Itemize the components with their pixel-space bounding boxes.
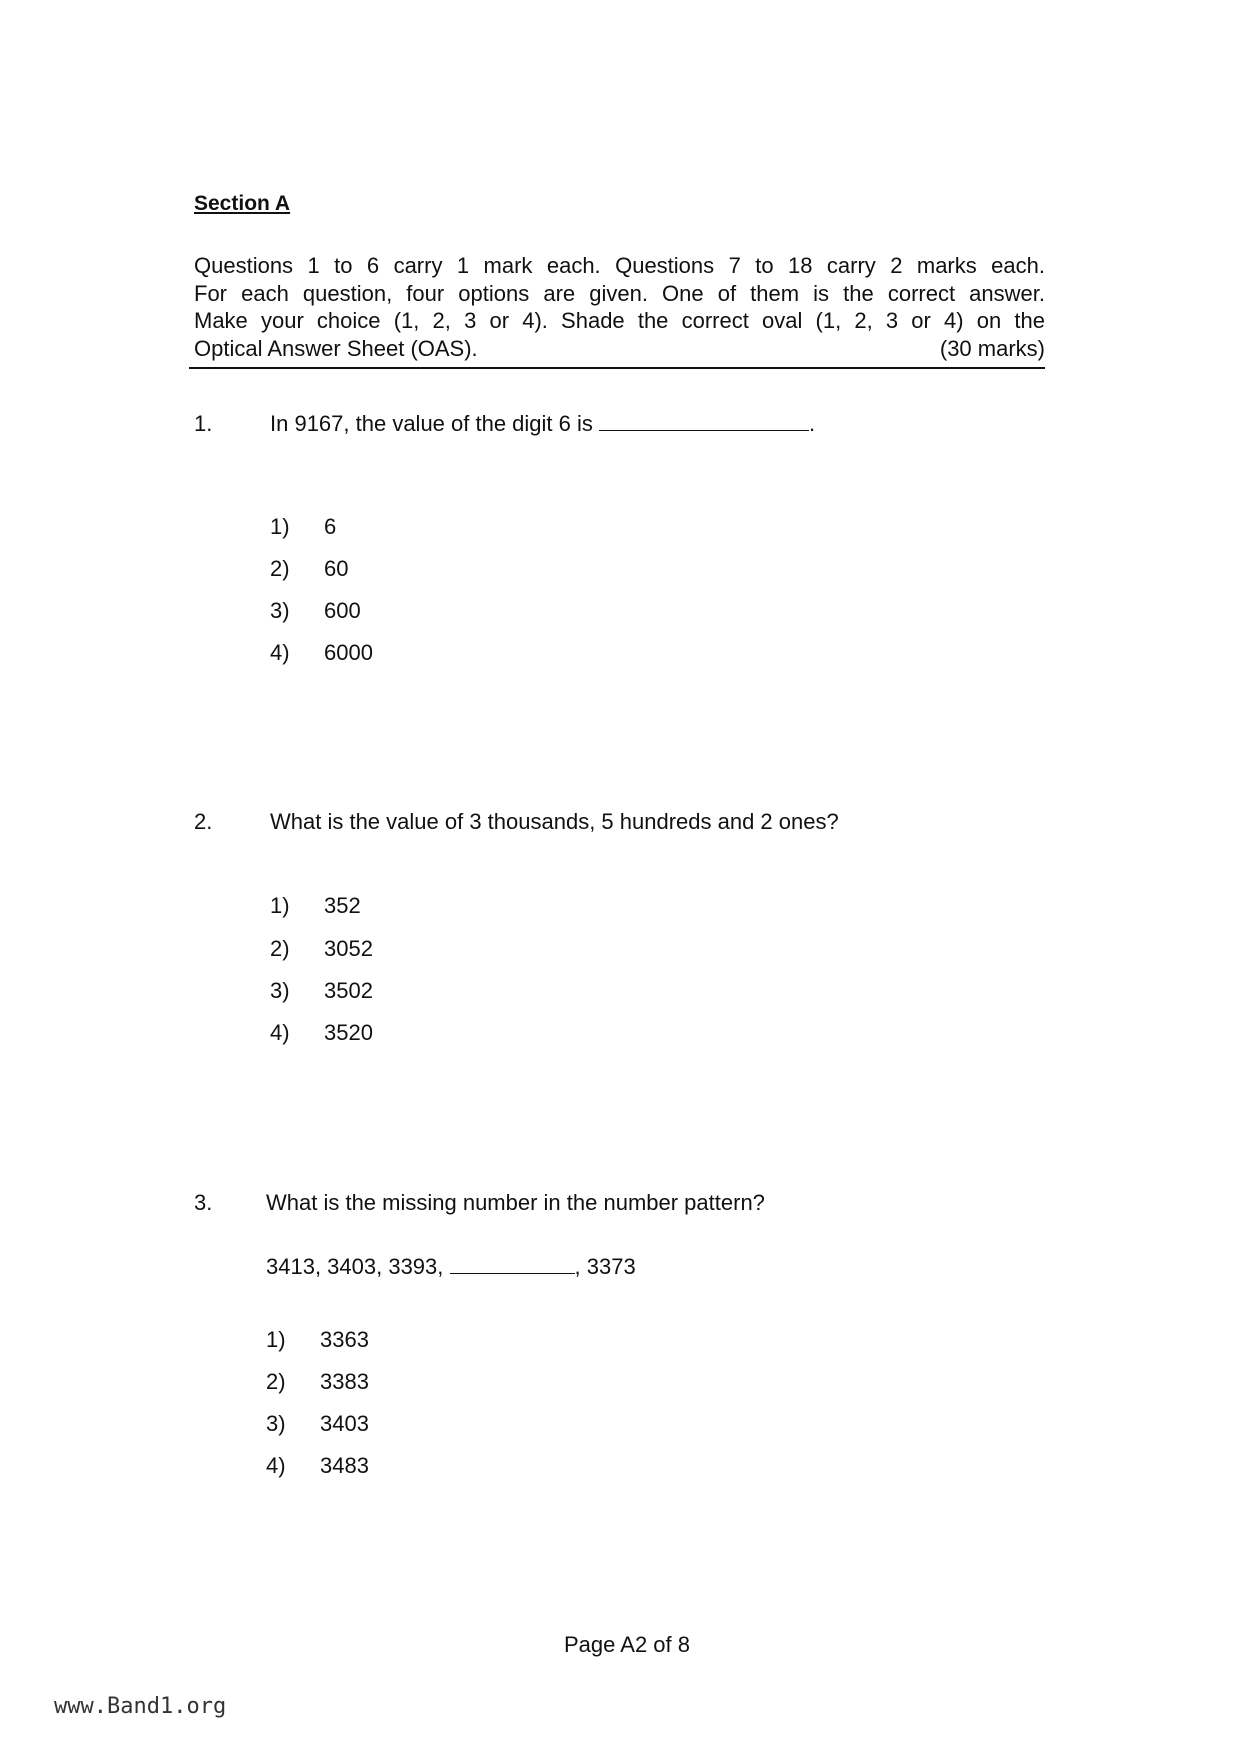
option-value: 3052	[324, 936, 373, 961]
option-value: 3383	[320, 1369, 369, 1394]
question-number: 3.	[194, 1190, 213, 1215]
instruction-line: Optical Answer Sheet (OAS).	[194, 335, 478, 361]
option-value: 3363	[320, 1327, 369, 1352]
number-pattern	[266, 1254, 636, 1280]
option-label: 3)	[266, 1411, 286, 1436]
question-number: 2.	[194, 809, 213, 834]
option-value: 60	[324, 556, 349, 581]
option-value: 3403	[320, 1411, 369, 1436]
instruction-line: Questions 1 to 6 carry 1 mark each. Questions 7 to 18 carry 2 marks each.	[194, 253, 1045, 278]
option-label: 3)	[270, 598, 290, 623]
option-value: 352	[324, 893, 361, 918]
option-value: 3502	[324, 978, 373, 1003]
option-label: 2)	[266, 1369, 286, 1394]
option-label: 2)	[270, 556, 290, 581]
option-label: 2)	[270, 936, 290, 961]
option-value: 6	[324, 514, 337, 539]
option-label: 1)	[266, 1327, 286, 1352]
question-text-end: .	[809, 411, 816, 436]
instruction-line: For each question, four options are given. One of them is the correct answer.	[194, 280, 1045, 306]
instructions	[194, 252, 1045, 362]
section-title: Section A	[194, 192, 291, 215]
pattern-start: 3413, 3403, 3393,	[266, 1254, 444, 1279]
option-label: 4)	[270, 640, 290, 665]
option-label: 4)	[266, 1453, 286, 1478]
question-number: 1.	[194, 411, 213, 436]
pattern-end: , 3373	[574, 1254, 636, 1279]
option-label: 1)	[270, 893, 290, 918]
question-text	[270, 411, 815, 437]
page-number: Page A2 of 8	[564, 1632, 690, 1657]
answer-blank	[450, 1255, 575, 1274]
option-label: 3)	[270, 978, 290, 1003]
section-divider	[189, 367, 1045, 369]
question-text-main: In 9167, the value of the digit 6 is	[270, 411, 593, 436]
watermark: www.Band1.org	[54, 1694, 227, 1719]
answer-blank	[599, 412, 809, 431]
option-value: 600	[324, 598, 361, 623]
option-value: 6000	[324, 640, 373, 665]
option-label: 1)	[270, 514, 290, 539]
question-text: What is the value of 3 thousands, 5 hundreds and 2 ones?	[270, 809, 839, 834]
option-label: 4)	[270, 1020, 290, 1045]
question-text: What is the missing number in the number pattern?	[266, 1190, 765, 1215]
instruction-line: Make your choice (1, 2, 3 or 4). Shade the correct oval (1, 2, 3 or 4) on the	[194, 308, 1045, 333]
option-value: 3520	[324, 1020, 373, 1045]
option-value: 3483	[320, 1453, 369, 1478]
total-marks: (30 marks)	[939, 335, 1045, 361]
